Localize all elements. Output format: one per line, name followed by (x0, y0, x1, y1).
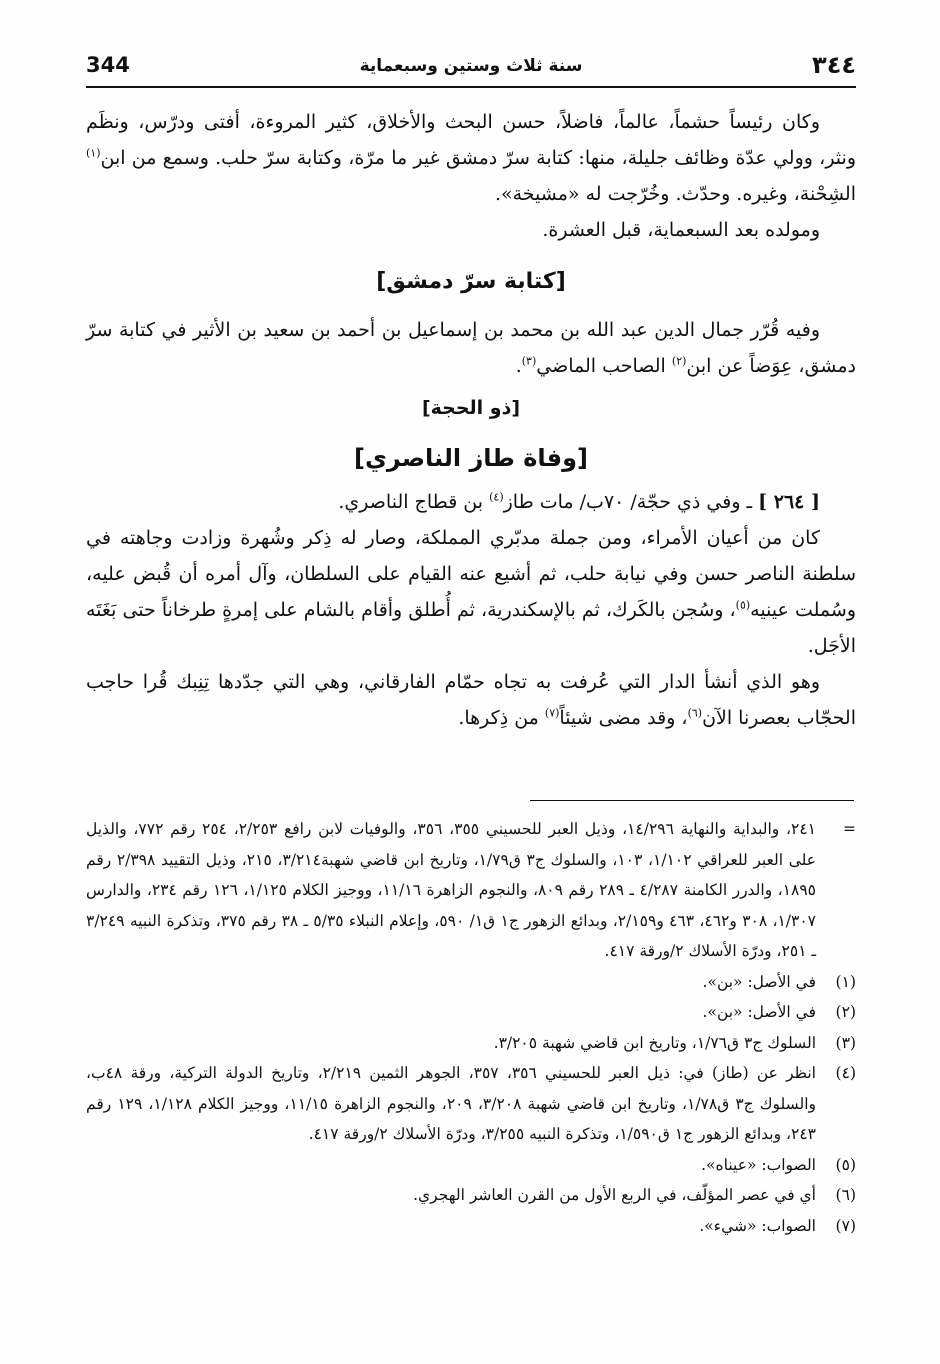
paragraph-text: ـ وفي ذي حجّة/ ٧٠ب/ مات طاز (503, 491, 759, 513)
footnote-mark: (٣) (835, 1033, 856, 1052)
paragraph-text: ، وقد مضى شيئاً (559, 707, 688, 729)
paragraph-text: وهو الذي أنشأ الدار التي عُرفت به تجاه حمّام الفارقاني، وهي التي جدّدها تِنِبك قُرا حاجب الحجّاب بعصرنا الآن (86, 671, 856, 729)
footnote-text: السلوك ج٣ ق١/٧٦، وتاريخ ابن قاضي شهبة ٣/٢٠٥. (493, 1033, 816, 1052)
paragraph-text: الشِحْنة، وغيره. وحدّث. وخُرّجت له «مشيخة». (494, 183, 856, 205)
footnote-mark: (٦) (835, 1186, 856, 1204)
footnote (86, 967, 856, 998)
footnote-text: الصواب: «عيناه». (701, 1155, 816, 1174)
section-heading: [وفاة طاز الناصري] (353, 444, 589, 472)
entry-number: [ ٢٦٤ ] (758, 491, 820, 513)
footnote-mark: (٢) (835, 1003, 856, 1021)
footnote-ref: (٣) (521, 354, 537, 368)
footnote-separator (530, 800, 854, 801)
footnote-mark: (٧) (835, 1216, 856, 1235)
page-number-arabic: ٣٤٤ (812, 51, 856, 79)
paragraph-text: ، وسُجن بالكَرك، ثم بالإسكندرية، ثم أُطلق وأقام بالشام على إمرةٍ طرخاناً حتى بَغَتَه الأجَل. (86, 599, 856, 657)
paragraph (86, 312, 856, 384)
footnote-ref: (٢) (671, 354, 687, 368)
footnote-mark: (١) (835, 972, 856, 991)
footnote-text: ٢٤١، والبداية والنهاية ١٤/٢٩٦، وذيل العبر للحسيني ٣٥٥، ٣٥٦، والوفيات لابن رافع ٢/٢٥٣، ٢٥٤ رقم ٧٧٢، والذيل على العبر للعراقي ١/١٠٢، ١٠٣، والسلوك ج٣ ق١/٧٩، وتاريخ ابن قاضي شهبة٣/٢١٤، ٢١٥، وذيل التقييد ٢/٣٩٨ رقم ١٨٩٥، والدرر الكامنة ٤/٢٨٧ ـ ٢٨٩ رقم ٨٠٩، والنجوم الزاهرة ١١/١٦، ووجيز الكلام ١/١٢٥، ١٢٦ رقم ٢٣٤، والدارس ١/٣٠٧، ٣٠٨ و٤٦٢، ٤٦٣ و٢/١٥٩، وبدائع الزهور ج١ ق١/ ٥٩٠، وإعلام النبلاء ٥/٣٥ ـ ٣٨ رقم ٣٧٥، وتذكرة النبيه ٣/٢٤٩ ـ ٢٥١، ودرّة الأسلاك ٢/ورقة ٤١٧. (86, 820, 817, 960)
footnote-ref: (٤) (489, 490, 504, 504)
footnote-mark: (٥) (835, 1155, 856, 1174)
footnote (86, 1058, 856, 1150)
footnote-continuation (86, 814, 856, 967)
paragraph-text: بن قطاج الناصري. (338, 491, 490, 513)
paragraph (86, 664, 856, 736)
page-number-latin: 344 (86, 53, 130, 77)
footnote-text: الصواب: «شيء». (699, 1216, 816, 1235)
footnote-mark: (٤) (835, 1064, 856, 1082)
paragraph-text: كان من أعيان الأمراء، ومن جملة مدبّري المملكة، وصار له ذِكر وشُهرة وزادت وجاهته في سلطنة الناصر حسن وفي نيابة حلب، ثم أشيع عنه القيام على السلطان، وآل أمره أن قُبض عليه، وسُملت عينيه (86, 527, 856, 621)
footnote-text: أي في عصر المؤلّف، في الربع الأول من القرن العاشر الهجري. (413, 1186, 816, 1204)
footnote (86, 1180, 856, 1211)
section-heading: [كتابة سرّ دمشق] (376, 269, 566, 294)
entry-line (86, 484, 856, 520)
footnote-ref: (٧) (544, 706, 560, 720)
page-header (86, 50, 856, 88)
running-title: سنة ثلاث وستين وسبعماية (359, 56, 583, 76)
footnote (86, 997, 856, 1028)
paragraph-text: الصاحب الماضي (536, 355, 672, 377)
footnote-text: في الأصل: «بن». (702, 972, 816, 991)
footnote (86, 1150, 856, 1181)
footnote-ref: (٦) (687, 706, 703, 720)
footnote-ref: (٥) (735, 598, 751, 612)
main-text (86, 104, 856, 736)
footnote-text: في الأصل: «بن». (702, 1003, 816, 1021)
paragraph-text: وفيه قُرّر جمال الدين عبد الله بن محمد بن إسماعيل بن أحمد بن سعيد بن الأثير في كتابة سرّ دمشق، عِوَضاً عن ابن (86, 319, 856, 377)
footnote-text: انظر عن (طاز) في: ذيل العبر للحسيني ٣٥٦، ٣٥٧، الجوهر الثمين ٢/٢١٩، وتاريخ الدولة التركية، ورقة ٤٨ب، والسلوك ج٣ ق١/٧٨، وتاريخ ابن قاضي شهبة ٣/٢٠٨، ٢٠٩، والنجوم الزاهرة ١١/١٥، ووجيز الكلام ١/١٢٨، ١٢٩ رقم ٢٤٣، وبدائع الزهور ج١ ق١/٥٩٠، وتذكرة النبيه ٣/٢٥٥، ودرّة الأسلاك ٢/ورقة ٤١٧. (86, 1064, 817, 1143)
paragraph: ومولده بعد السبعماية، قبل العشرة. (542, 219, 820, 241)
month-heading: [ذو الحجة] (421, 397, 521, 419)
footnote-ref: (١) (86, 146, 101, 160)
footnote-mark: = (843, 820, 856, 838)
paragraph (86, 104, 856, 212)
footnote (86, 1028, 856, 1059)
paragraph (86, 520, 856, 664)
paragraph-text: وكان رئيساً حشماً، عالماً، فاضلاً، حسن البحث والأخلاق، كثير المروءة، أفتى ودرّس، ونظَم ونثر، وولي عدّة وظائف جليلة، منها: كتابة سرّ دمشق غير ما مرّة، وكتابة سرّ حلب. وسمع من ابن (86, 111, 856, 169)
paragraph-text: من ذِكرها. (458, 707, 545, 729)
footnote (86, 1211, 856, 1242)
paragraph-text: . (515, 355, 522, 377)
footnotes (86, 814, 856, 1241)
